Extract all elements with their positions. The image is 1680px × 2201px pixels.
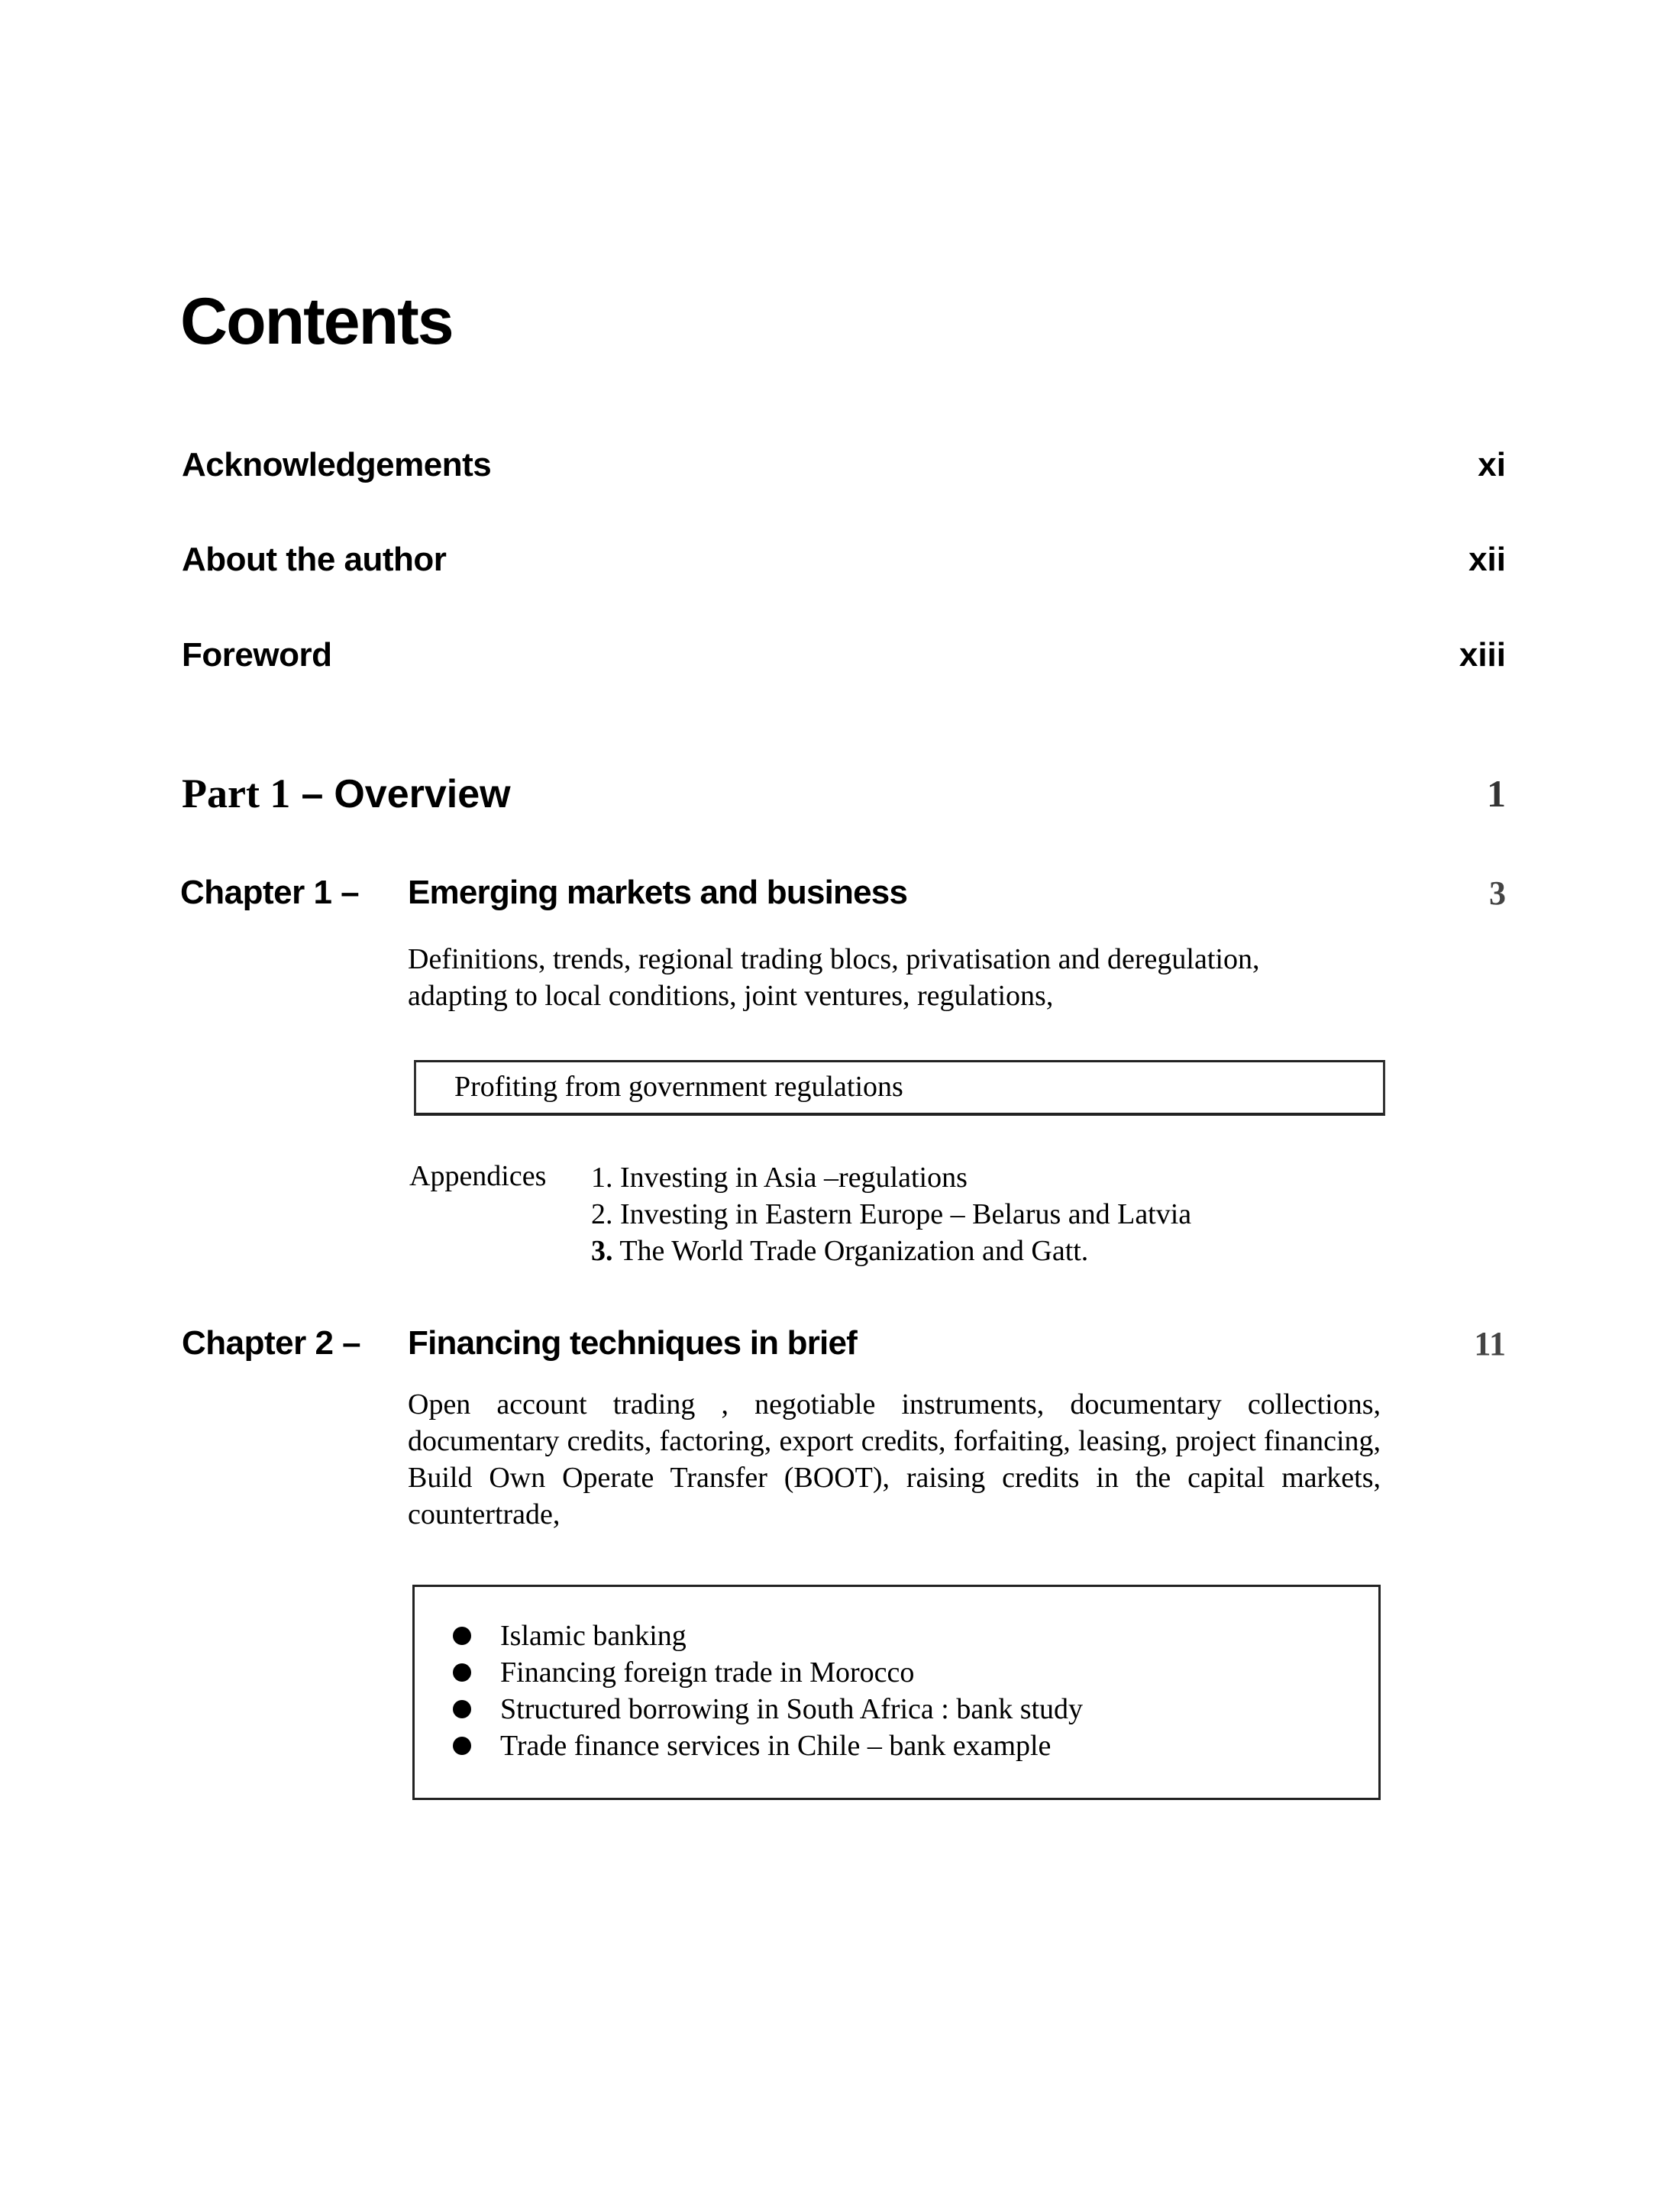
toc-page-foreword: xiii [1459, 636, 1506, 674]
list-item [453, 1728, 1083, 1764]
appendices-label: Appendices [409, 1160, 547, 1192]
chapter-2-description: Open account trading , negotiable instruments, documentary collections, documentary credits, factoring, export credits, forfaiting, leasing, project financing, Build Own Operate Transfer (BOOT), raising credits in the capital markets, countertrade, [408, 1388, 1381, 1530]
chapter-1-label: Chapter 1 – [180, 874, 360, 911]
appendix-number: 1. [591, 1162, 613, 1194]
bullet-icon [453, 1663, 471, 1682]
toc-page-about-author: xii [1468, 541, 1506, 578]
chapter-2-page-number: 11 [1474, 1325, 1506, 1362]
toc-entry-acknowledgements[interactable]: Acknowledgements [182, 446, 492, 483]
chapter-1-page-number: 3 [1489, 874, 1506, 912]
chapter-2-title[interactable]: Financing techniques in brief [408, 1324, 857, 1362]
appendix-item[interactable] [591, 1196, 1191, 1233]
appendix-text: Investing in Eastern Europe – Belarus and Latvia [620, 1198, 1192, 1230]
list-item-text: Financing foreign trade in Morocco [500, 1656, 915, 1689]
part-heading[interactable] [182, 770, 511, 817]
page-title: Contents [180, 285, 453, 358]
toc-entry-foreword[interactable]: Foreword [182, 636, 332, 674]
list-item [453, 1691, 1083, 1728]
chapter-1-box-text: Profiting from government regulations [454, 1071, 903, 1103]
list-item-text: Islamic banking [500, 1620, 687, 1652]
part-title: Overview [334, 772, 511, 816]
appendix-item[interactable] [591, 1159, 1191, 1196]
chapter-1-description-line: adapting to local conditions, joint ventures, regulations, [408, 980, 1054, 1012]
chapter-2-highlight-box [412, 1585, 1381, 1800]
list-item-text: Trade finance services in Chile – bank example [500, 1730, 1052, 1762]
part-dash: – [301, 772, 324, 816]
toc-page-acknowledgements: xi [1478, 446, 1506, 483]
chapter-1-highlight-box [414, 1060, 1385, 1116]
appendices-list [591, 1159, 1191, 1269]
list-item [453, 1618, 1083, 1654]
chapter-1-description-line: Definitions, trends, regional trading blocs, privatisation and deregulation, [408, 943, 1260, 975]
toc-entry-about-author[interactable]: About the author [182, 541, 447, 578]
part-page-number: 1 [1487, 772, 1506, 815]
appendix-item[interactable] [591, 1233, 1191, 1269]
list-item [453, 1654, 1083, 1691]
chapter-2-bullet-list [453, 1618, 1083, 1764]
appendix-number: 2. [591, 1198, 613, 1230]
appendix-text: The World Trade Organization and Gatt. [619, 1235, 1089, 1267]
chapter-2-label: Chapter 2 – [182, 1324, 361, 1362]
appendix-text: Investing in Asia –regulations [620, 1162, 968, 1194]
list-item-text: Structured borrowing in South Africa : bank study [500, 1693, 1084, 1725]
bullet-icon [453, 1627, 471, 1645]
bullet-icon [453, 1737, 471, 1755]
part-prefix: Part 1 [182, 771, 291, 816]
chapter-1-description [408, 941, 1259, 1014]
bullet-icon [453, 1700, 471, 1718]
chapter-1-title[interactable]: Emerging markets and business [408, 874, 908, 911]
appendix-number: 3. [591, 1235, 613, 1267]
